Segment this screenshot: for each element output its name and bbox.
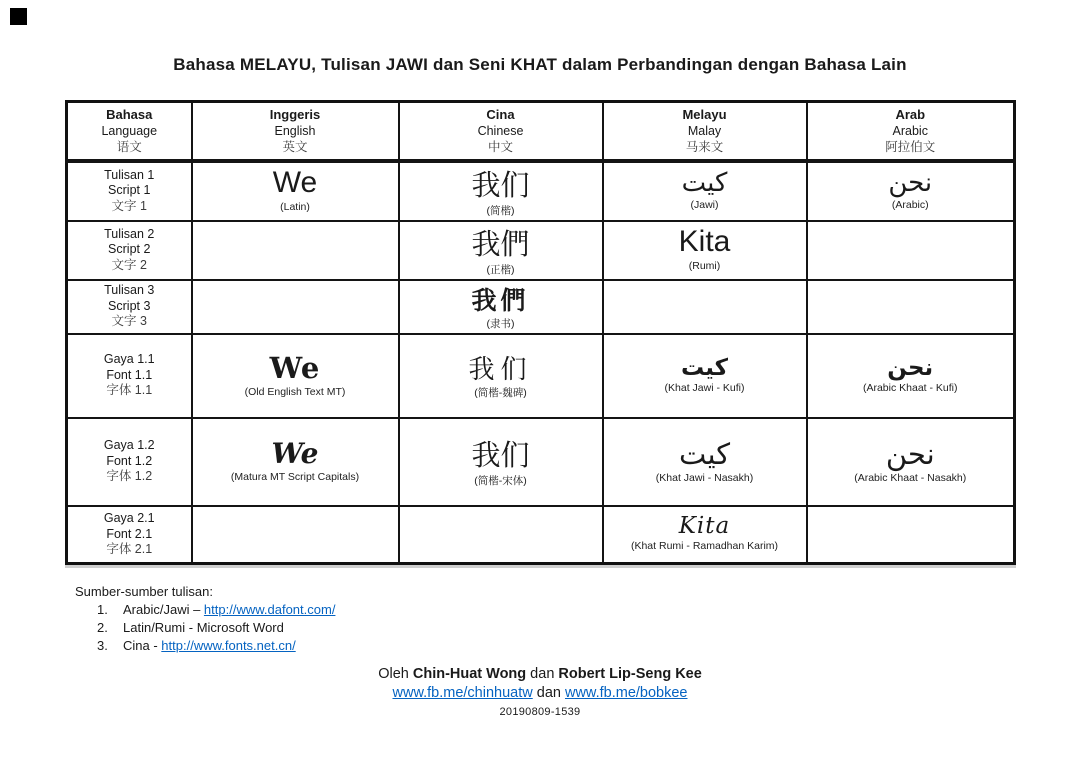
facebook-links <box>0 684 1080 703</box>
sample-text: نحن <box>888 168 933 198</box>
byline <box>0 665 1080 684</box>
cell-gaya11-arab <box>807 334 1015 418</box>
header-english: Chinese <box>477 123 524 138</box>
col-header-melayu <box>603 102 807 161</box>
sample-text: كيت <box>680 354 729 381</box>
row-label-my: Tulisan 2 <box>104 226 155 241</box>
sample-caption: (Khat Jawi - Kufi) <box>664 381 745 394</box>
sample-text: نحن <box>887 354 934 381</box>
fb-link-chinhuatw[interactable]: www.fb.me/chinhuatw <box>392 685 533 701</box>
cell-tulisan2-inggeris-empty <box>192 221 399 280</box>
sample-text: نحن <box>885 436 935 471</box>
header-primary: Cina <box>486 106 515 122</box>
sample-text: We <box>269 350 321 385</box>
cell-tulisan2-cina <box>399 221 603 280</box>
source-item <box>97 637 335 654</box>
sample-caption: (简楷-宋体) <box>474 475 527 487</box>
header-english: English <box>274 123 316 138</box>
table-row-tulisan-1 <box>67 161 1015 221</box>
row-label-en: Font 1.2 <box>106 453 153 468</box>
row-label-zh: 文字 1 <box>111 198 147 213</box>
cell-gaya11-cina <box>399 334 603 418</box>
author-1: Chin-Huat Wong <box>412 666 527 682</box>
sample-text: 我們 <box>471 287 530 315</box>
sample-caption: (Rumi) <box>688 260 721 272</box>
row-label-cell <box>67 418 192 506</box>
row-label-en: Font 1.1 <box>106 367 153 382</box>
source-prefix: Latin/Rumi - Microsoft Word <box>123 620 284 635</box>
header-primary: Melayu <box>682 106 727 122</box>
row-label-zh: 文字 2 <box>111 257 147 272</box>
cell-tulisan3-arab-empty <box>807 280 1015 334</box>
cell-tulisan1-melayu <box>603 161 807 221</box>
header-chinese: 语文 <box>116 139 142 154</box>
row-label-my: Gaya 2.1 <box>103 511 155 525</box>
footer-credits <box>0 665 1080 722</box>
links-dan: dan <box>532 685 565 701</box>
source-text <box>123 637 296 654</box>
source-number: 1. <box>97 602 108 617</box>
sample-text: 我們 <box>471 228 530 261</box>
sample-caption: (隶书) <box>486 317 515 330</box>
sample-text: 我们 <box>471 438 530 472</box>
black-square-mark <box>10 8 27 25</box>
table-row-gaya-2-1 <box>67 506 1015 564</box>
sample-text: كيت <box>678 436 731 471</box>
col-header-bahasa <box>67 102 192 161</box>
source-item <box>97 619 335 636</box>
col-header-inggeris <box>192 102 399 161</box>
cell-gaya21-arab-empty <box>807 506 1015 564</box>
col-header-cina <box>399 102 603 161</box>
cell-gaya21-melayu <box>603 506 807 564</box>
row-label-zh: 字体 2.1 <box>106 542 153 556</box>
author-2: Robert Lip-Seng Kee <box>558 666 702 682</box>
cell-tulisan3-cina <box>399 280 603 334</box>
cell-gaya12-arab <box>807 418 1015 506</box>
source-prefix: Arabic/Jawi – <box>123 602 204 617</box>
sample-text: 我们 <box>471 169 530 202</box>
row-label-my: Gaya 1.1 <box>103 352 155 367</box>
source-item <box>97 601 335 618</box>
sample-caption: (Latin) <box>280 201 310 213</box>
byline-dan: dan <box>526 666 559 682</box>
source-text <box>123 601 335 618</box>
cell-tulisan1-arab <box>807 161 1015 221</box>
sources-section <box>75 583 335 654</box>
row-label-cell <box>67 334 192 418</box>
cell-gaya12-inggeris <box>192 418 399 506</box>
row-label-my: Tulisan 3 <box>104 283 155 298</box>
sample-caption: (Khat Rumi - Ramadhan Karim) <box>630 540 779 553</box>
table-row-tulisan-2 <box>67 221 1015 280</box>
header-primary: Bahasa <box>106 106 153 122</box>
row-label-zh: 字体 1.1 <box>106 383 153 398</box>
row-label-zh: 字体 1.2 <box>106 469 153 484</box>
header-english: Language <box>101 123 158 138</box>
sample-text: We <box>272 166 318 199</box>
cell-tulisan1-inggeris <box>192 161 399 221</box>
cell-gaya21-inggeris-empty <box>192 506 399 564</box>
sources-heading: Sumber-sumber tulisan: <box>75 584 213 599</box>
row-label-en: Script 2 <box>108 242 151 257</box>
sample-caption: (简楷) <box>486 204 515 217</box>
cell-tulisan2-arab-empty <box>807 221 1015 280</box>
sample-text: Kita <box>678 513 731 540</box>
header-english: Malay <box>687 123 722 138</box>
byline-oleh: Oleh <box>378 666 413 682</box>
sample-text: We <box>271 437 319 470</box>
header-chinese: 马来文 <box>685 139 724 154</box>
row-label-my: Tulisan 1 <box>104 167 155 182</box>
table-row-gaya-1-1 <box>67 334 1015 418</box>
sample-caption: (Khat Jawi - Nasakh) <box>655 471 754 484</box>
col-header-arab <box>807 102 1015 161</box>
row-label-en: Script 3 <box>108 298 151 313</box>
sample-caption: (Arabic Khaat - Kufi) <box>862 381 958 394</box>
cell-tulisan2-melayu <box>603 221 807 280</box>
sample-text: 我们 <box>468 355 533 384</box>
sample-caption: (Matura MT Script Capitals) <box>230 471 360 483</box>
source-number: 3. <box>97 638 108 653</box>
row-label-en: Script 1 <box>108 183 151 198</box>
cell-tulisan3-melayu-empty <box>603 280 807 334</box>
header-chinese: 阿拉伯文 <box>885 139 936 154</box>
header-chinese: 英文 <box>282 139 308 154</box>
row-label-cell <box>67 280 192 334</box>
header-english: Arabic <box>892 123 928 138</box>
header-chinese: 中文 <box>487 139 513 154</box>
cell-tulisan1-cina <box>399 161 603 221</box>
header-primary: Inggeris <box>269 106 321 122</box>
fontsnetcn-link[interactable]: http://www.fonts.net.cn/ <box>161 638 296 653</box>
cell-tulisan3-inggeris-empty <box>192 280 399 334</box>
comparison-table <box>65 100 1016 565</box>
sample-caption: (简楷-魏碑) <box>474 387 527 399</box>
row-label-cell <box>67 221 192 280</box>
dafont-link[interactable]: http://www.dafont.com/ <box>203 602 336 617</box>
page-title: Bahasa MELAYU, Tulisan JAWI dan Seni KHAT dalam Perbandingan dengan Bahasa Lain <box>173 55 907 74</box>
cell-gaya21-cina-empty <box>399 506 603 564</box>
header-primary: Arab <box>895 106 926 122</box>
source-text <box>123 619 284 636</box>
sample-text: Kita <box>678 225 731 258</box>
row-label-en: Font 2.1 <box>106 526 153 541</box>
sample-caption: (Old English Text MT) <box>244 385 346 398</box>
cell-gaya11-melayu <box>603 334 807 418</box>
row-label-cell <box>67 161 192 221</box>
sample-caption: (Arabic Khaat - Nasakh) <box>854 471 967 484</box>
table-row-gaya-1-2 <box>67 418 1015 506</box>
timestamp: 20190809-1539 <box>499 706 581 718</box>
fb-link-bobkee[interactable]: www.fb.me/bobkee <box>564 685 688 701</box>
row-label-cell <box>67 506 192 564</box>
cell-gaya12-cina <box>399 418 603 506</box>
table-row-tulisan-3 <box>67 280 1015 334</box>
source-prefix: Cina - <box>123 638 162 653</box>
row-label-zh: 文字 3 <box>111 314 147 329</box>
sample-caption: (Arabic) <box>891 199 929 211</box>
cell-gaya11-inggeris <box>192 334 399 418</box>
source-number: 2. <box>97 620 108 635</box>
table-header-row <box>67 102 1015 161</box>
sample-caption: (Jawi) <box>690 199 719 211</box>
sample-text: كيت <box>681 168 728 198</box>
cell-gaya12-melayu <box>603 418 807 506</box>
row-label-my: Gaya 1.2 <box>103 438 155 453</box>
sample-caption: (正楷) <box>486 263 515 276</box>
